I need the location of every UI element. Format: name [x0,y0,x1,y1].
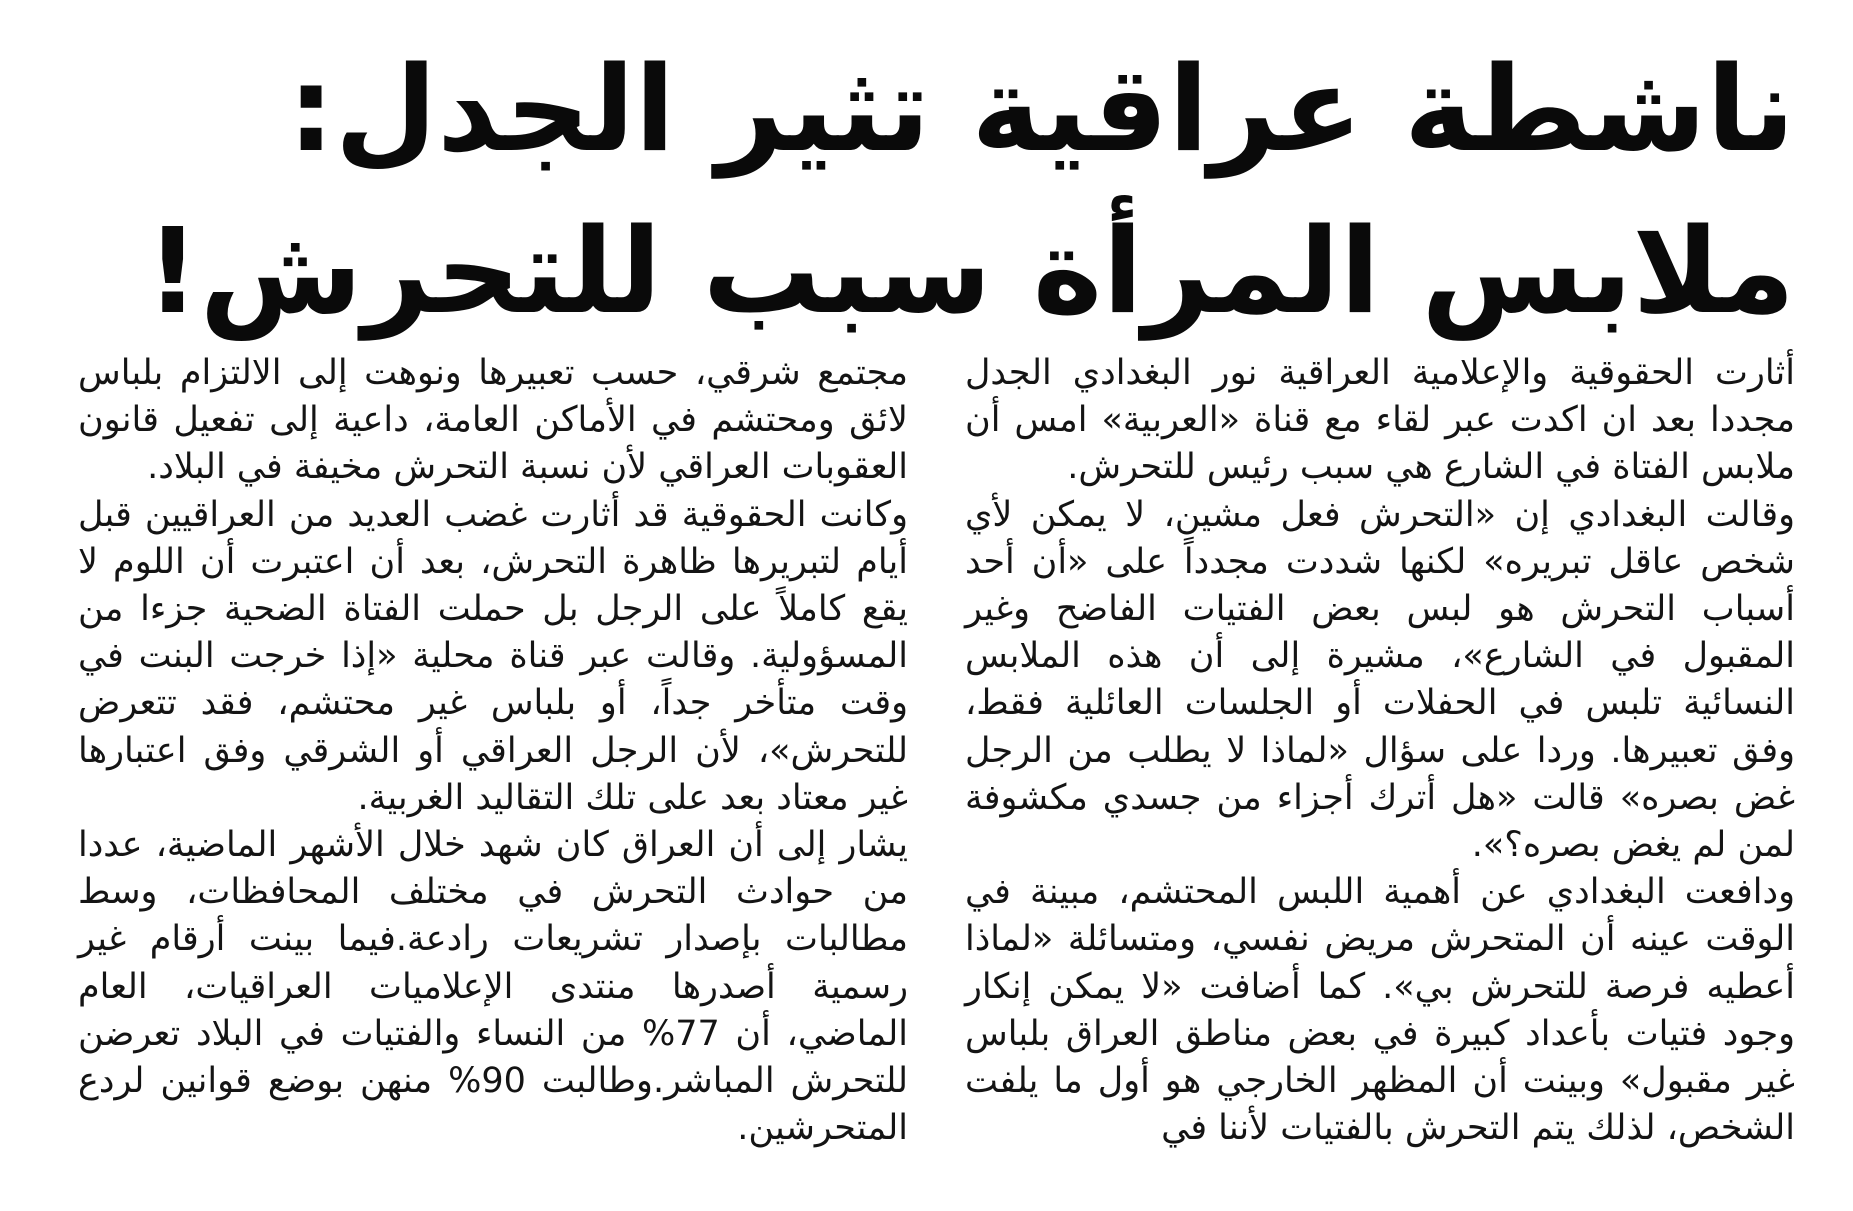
headline-line-1: ناشطة عراقية تثير الجدل: [287,40,1795,178]
article-column-left [78,350,908,1152]
article-column-right [965,350,1795,1152]
article-paragraph: أثارت الحقوقية والإعلامية العراقية نور البغدادي الجدل مجددا بعد ان اكدت عبر لقاء مع قناة «العربية» امس أن ملابس الفتاة في الشارع هي سبب رئيس للتحرش. [965,353,1795,488]
article-paragraph: وكانت الحقوقية قد أثارت غضب العديد من العراقيين قبل أيام لتبريرها ظاهرة التحرش، بعد أن اعتبرت أن اللوم لا يقع كاملاً على الرجل بل حملت الفتاة الضحية جزءا من المسؤولية. وقالت عبر قناة محلية «إذا خرجت البنت في وقت متأخر جداً، أو بلباس غير محتشم، فقد تتعرض للتحرش»، لأن الرجل العراقي أو الشرقي وفق اعتبارها غير معتاد بعد على تلك التقاليد الغربية. [78,494,908,818]
headline-line-2: ملابس المرأة سبب للتحرش! [145,202,1795,340]
headline [55,28,1795,352]
article-paragraph: مجتمع شرقي، حسب تعبيرها ونوهت إلى الالتزام بلباس لائق ومحتشم في الأماكن العامة، داعية إلى تفعيل قانون العقوبات العراقي لأن نسبة التحرش مخيفة في البلاد. [78,353,908,488]
article-paragraph: يشار إلى أن العراق كان شهد خلال الأشهر الماضية، عددا من حوادث التحرش في مختلف المحافظات، وسط مطالبات بإصدار تشريعات رادعة.فيما بينت أرقام غير رسمية أصدرها منتدى الإعلاميات العراقيات، العام الماضي، أن 77% من النساء والفتيات في البلاد تعرضن للتحرش المباشر.وطالبت 90% منهن بوضع قوانين لردع المتحرشين. [78,825,908,1149]
article-paragraph: وقالت البغدادي إن «التحرش فعل مشين، لا يمكن لأي شخص عاقل تبريره» لكنها شددت مجدداً على «أن أحد أسباب التحرش هو لبس بعض الفتيات الفاضح وغير المقبول في الشارع»، مشيرة إلى أن هذه الملابس النسائية تلبس في الحفلات أو الجلسات العائلية فقط، وفق تعبيرها. وردا على سؤال «لماذا لا يطلب من الرجل غض بصره» قالت «هل أترك أجزاء من جسدي مكشوفة لمن لم يغض بصره؟». [965,494,1795,866]
article-paragraph: ودافعت البغدادي عن أهمية اللبس المحتشم، مبينة في الوقت عينه أن المتحرش مريض نفسي، ومتسائلة «لماذا أعطيه فرصة للتحرش بي». كما أضافت «لا يمكن إنكار وجود فتيات بأعداد كبيرة في بعض مناطق العراق بلباس غير مقبول» وبينت أن المظهر الخارجي هو أول ما يلفت الشخص، لذلك يتم التحرش بالفتيات لأننا في [965,872,1795,1149]
